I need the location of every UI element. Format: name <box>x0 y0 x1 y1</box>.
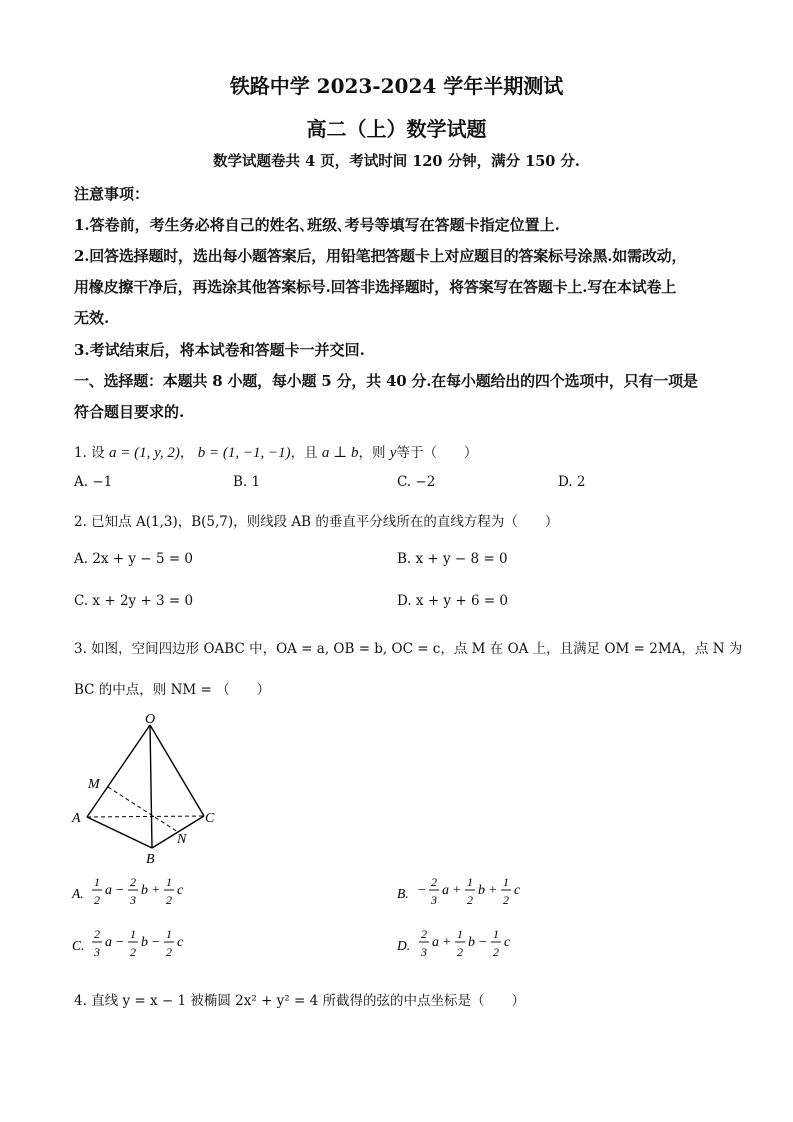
segment-mn <box>108 787 178 832</box>
fraction-numerator: 1 <box>467 875 473 889</box>
fraction-denominator: 2 <box>467 893 473 907</box>
notice-heading: 注意事项： <box>74 185 150 203</box>
question-1-variable: y <box>389 445 397 461</box>
edge-ob <box>150 725 152 848</box>
question-1-option-a: A. −1 <box>74 474 113 490</box>
vector-variable: c <box>177 935 184 950</box>
vector-variable: a <box>105 935 112 950</box>
edge-oc <box>150 725 204 816</box>
exam-title: 铁路中学 2023-2024 学年半期测试 <box>229 74 564 98</box>
question-1-ask-prefix: ，则 <box>358 445 386 461</box>
fraction-numerator: 2 <box>94 927 100 941</box>
vector-variable: c <box>514 883 521 898</box>
question-3-option-c <box>72 927 184 959</box>
question-1-option-b: B. 1 <box>233 474 261 490</box>
vector-variable: a <box>442 883 449 898</box>
question-1-number: 1. 设 <box>74 445 105 461</box>
fraction-numerator: 2 <box>130 875 136 889</box>
vector-variable: c <box>177 883 184 898</box>
question-3-option-d <box>396 927 511 959</box>
fraction-denominator: 2 <box>493 945 499 959</box>
fraction-numerator: 1 <box>130 927 136 941</box>
fraction-denominator: 2 <box>130 945 136 959</box>
edge-ab <box>87 817 152 848</box>
fraction-numerator: 1 <box>457 927 463 941</box>
section-1-instructions-line-2: 符合题目要求的. <box>74 403 185 421</box>
question-3-line-1: 3. 如图，空间四边形 OABC 中，OA = a, OB = b, OC = c，点 M 在 OA 上，且满足 OM = 2MA，点 N 为 <box>74 641 743 657</box>
vector-variable: a <box>105 883 112 898</box>
question-3-option-b <box>397 875 521 907</box>
operator: + <box>151 883 161 898</box>
option-letter: A. <box>72 886 84 901</box>
notice-item-2-line-2: 用橡皮擦干净后，再选涂其他答案标号.回答非选择题时，将答案写在答题卡上.写在本试卷上 <box>74 278 677 296</box>
fraction-numerator: 1 <box>94 875 100 889</box>
vector-variable: c <box>504 935 511 950</box>
tetrahedron-figure <box>65 705 235 870</box>
fraction-denominator: 3 <box>431 893 437 907</box>
notice-item-2-line-3: 无效. <box>74 309 110 327</box>
section-1-instructions-line-1: 一、选择题：本题共 8 小题，每小题 5 分，共 40 分.在每小题给出的四个选项中，只有一项是 <box>74 372 698 390</box>
fraction-numerator: 1 <box>166 927 172 941</box>
vector-variable: a <box>432 935 439 950</box>
question-3-line-2: BC 的中点，则 NM = （ ） <box>74 682 271 698</box>
fraction-denominator: 2 <box>457 945 463 959</box>
vector-b-expression: b = (1, −1, −1) <box>197 445 291 461</box>
label-b: B <box>146 852 155 867</box>
question-2-option-c: C. x + 2y + 3 = 0 <box>74 593 194 609</box>
vector-a-expression: a = (1, y, 2) <box>108 445 180 461</box>
question-1-condition-prefix: ，且 <box>290 445 318 461</box>
question-4-text: 4. 直线 y = x − 1 被椭圆 2x² + y² = 4 所截得的弦的中点坐标是（ ） <box>74 993 525 1009</box>
fraction-denominator: 2 <box>94 893 100 907</box>
perpendicular-condition: a ⊥ b <box>321 445 359 461</box>
exam-info: 数学试题卷共 4 页，考试时间 120 分钟，满分 150 分. <box>213 153 580 170</box>
question-1-separator: ， <box>179 445 194 461</box>
question-2-text: 2. 已知点 A(1,3)，B(5,7)，则线段 AB 的垂直平分线所在的直线方程为（ ） <box>74 514 559 530</box>
operator: − <box>115 883 125 898</box>
operator: + <box>452 883 462 898</box>
question-3-options <box>70 873 730 973</box>
operator: − <box>151 935 161 950</box>
notice-item-1: 1.答卷前，考生务必将自己的姓名､班级､考号等填写在答题卡指定位置上. <box>74 216 560 234</box>
fraction-denominator: 3 <box>94 945 100 959</box>
fraction-numerator: 2 <box>421 927 427 941</box>
label-a: A <box>72 811 81 826</box>
question-2-option-b: B. x + y − 8 = 0 <box>397 551 508 567</box>
sign: − <box>417 883 427 898</box>
question-1-option-d: D. 2 <box>558 474 586 490</box>
fraction-denominator: 3 <box>130 893 136 907</box>
option-letter: C. <box>72 938 85 953</box>
vector-variable: b <box>141 883 148 898</box>
operator: + <box>488 883 498 898</box>
operator: − <box>478 935 488 950</box>
fraction-denominator: 2 <box>166 945 172 959</box>
label-n: N <box>177 832 187 847</box>
operator: − <box>115 935 125 950</box>
vector-variable: b <box>141 935 148 950</box>
question-3-option-a <box>71 875 184 907</box>
edge-ac-hidden <box>87 816 204 817</box>
question-1-option-c: C. −2 <box>397 474 436 490</box>
question-1 <box>74 441 477 462</box>
exam-subtitle: 高二（上）数学试题 <box>306 117 487 141</box>
vector-variable: b <box>468 935 475 950</box>
edge-oa <box>87 725 150 817</box>
fraction-denominator: 2 <box>503 893 509 907</box>
fraction-numerator: 1 <box>503 875 509 889</box>
option-letter: D. <box>397 938 411 953</box>
notice-item-3: 3.考试结束后，将本试卷和答题卡一并交回. <box>74 341 365 359</box>
fraction-numerator: 1 <box>166 875 172 889</box>
option-letter: B. <box>397 886 409 901</box>
label-o: O <box>145 712 156 727</box>
operator: + <box>442 935 452 950</box>
fraction-numerator: 1 <box>493 927 499 941</box>
fraction-numerator: 2 <box>431 875 437 889</box>
label-m: M <box>88 777 100 792</box>
question-2-option-d: D. x + y + 6 = 0 <box>397 593 509 609</box>
question-1-ask-suffix: 等于（ ） <box>396 445 478 461</box>
label-c: C <box>205 811 215 826</box>
question-2-option-a: A. 2x + y − 5 = 0 <box>74 551 194 567</box>
vector-variable: b <box>478 883 485 898</box>
fraction-denominator: 3 <box>421 945 427 959</box>
fraction-denominator: 2 <box>166 893 172 907</box>
notice-item-2-line-1: 2.回答选择题时，选出每小题答案后，用铅笔把答题卡上对应题目的答案标号涂黑.如需改动， <box>74 247 687 265</box>
